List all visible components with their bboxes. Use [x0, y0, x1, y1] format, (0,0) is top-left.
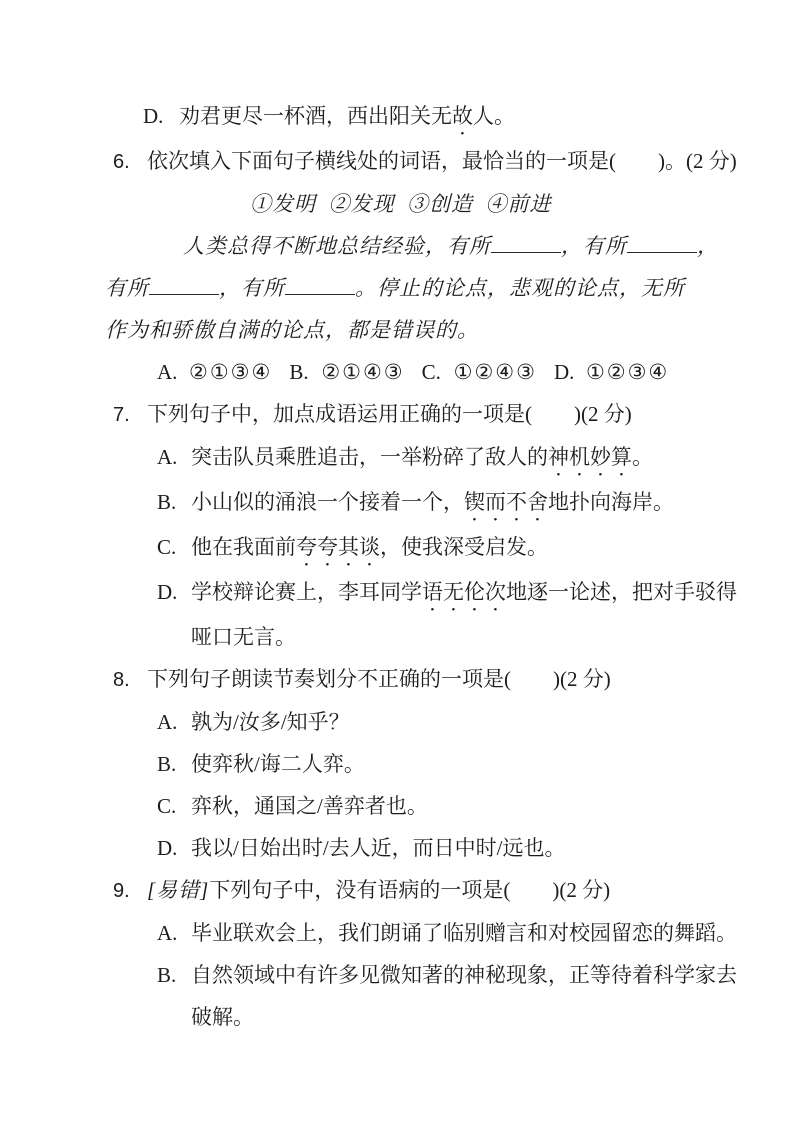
q6-option-b	[289, 351, 404, 393]
q8-stem	[0, 658, 793, 701]
q6-passage-line1	[0, 225, 793, 267]
emphasized-idiom: 神机妙算	[548, 445, 632, 469]
passage-text: 有所	[105, 276, 149, 300]
word-bank-items: ①发明 ②发现 ③创造 ④前进	[250, 192, 552, 216]
option-letter: B.	[157, 752, 177, 776]
option-letter: D.	[157, 836, 178, 860]
q6-option-c	[422, 351, 537, 393]
q5-option-d	[0, 95, 793, 140]
option-text-post: 地扑向海岸。	[548, 490, 674, 514]
question-stem-text: 下列句子中，加点成语运用正确的一项是( )(2 分)	[147, 402, 632, 426]
q6-options-row	[0, 351, 793, 393]
option-letter: A.	[157, 710, 178, 734]
emphasized-idiom: 夸夸其谈	[296, 535, 380, 559]
option-letter: C.	[157, 535, 177, 559]
q8-option-c	[0, 785, 793, 827]
q7-option-d-wrap	[0, 616, 793, 658]
q7-option-a	[0, 436, 793, 481]
question-number: 8.	[113, 669, 130, 691]
q6-passage-line2	[0, 267, 793, 309]
q6-passage-line3	[0, 309, 793, 351]
q6-stem	[0, 140, 793, 183]
q7-option-b	[0, 481, 793, 526]
option-value: ①②④③	[453, 360, 537, 384]
option-value: ②①④③	[321, 360, 405, 384]
option-text: 毕业联欢会上，我们朗诵了临别赠言和对校园留恋的舞蹈。	[191, 921, 737, 945]
option-text-pre: 突击队员乘胜追击，一举粉碎了敌人的	[191, 445, 548, 469]
question-number: 9.	[113, 880, 130, 902]
option-text-pre: 劝君更尽一杯酒，西出阳关无	[179, 104, 452, 128]
q8-option-b	[0, 743, 793, 785]
option-text-pre: 他在我面前	[191, 535, 296, 559]
error-prone-tag: [易错]	[147, 878, 210, 902]
fill-in-blank	[491, 231, 561, 253]
option-text: 自然领域中有许多见微知著的神秘现象，正等待着科学家去	[191, 963, 737, 987]
passage-text: 作为和骄傲自满的论点，都是错误的。	[105, 318, 479, 342]
option-value: ②①③④	[189, 360, 273, 384]
option-letter: C.	[421, 360, 441, 384]
q6-word-bank	[0, 183, 793, 225]
option-letter: B.	[157, 490, 177, 514]
passage-text: ，	[697, 234, 719, 258]
fill-in-blank	[149, 273, 219, 295]
option-text-post: 人。	[473, 104, 515, 128]
option-letter: B.	[289, 360, 309, 384]
option-text: 孰为/汝多/知乎？	[191, 710, 350, 734]
option-text-pre: 小山似的涌浪一个接着一个，	[191, 490, 464, 514]
emphasized-idiom: 锲而不舍	[464, 490, 548, 514]
option-letter: D.	[157, 580, 178, 604]
option-text-post: 。	[632, 445, 653, 469]
option-text-post: ，使我深受启发。	[380, 535, 548, 559]
fill-in-blank	[285, 273, 355, 295]
q9-option-b-wrap	[0, 996, 793, 1038]
question-stem-text: 下列句子中，没有语病的一项是( )(2 分)	[209, 878, 611, 902]
option-text: 弈秋，通国之/善弈者也。	[191, 794, 428, 818]
emphasized-char: 故	[452, 104, 473, 128]
question-number: 6.	[113, 151, 130, 173]
option-text: 我以/日始出时/去人近，而日中时/远也。	[191, 836, 566, 860]
emphasized-idiom: 语无伦次	[422, 580, 506, 604]
question-number: 7.	[113, 404, 130, 426]
q6-option-a	[157, 351, 272, 393]
option-text-continuation: 哑口无言。	[191, 625, 296, 649]
q9-stem	[0, 869, 793, 912]
option-letter: D.	[143, 104, 164, 128]
question-stem-text: 下列句子朗读节奏划分不正确的一项是( )(2 分)	[147, 667, 611, 691]
passage-text: ，有所	[561, 234, 627, 258]
option-letter: A.	[157, 921, 178, 945]
option-letter: A.	[157, 360, 178, 384]
option-letter: A.	[157, 445, 178, 469]
q8-option-d	[0, 827, 793, 869]
passage-text: 。停止的论点，悲观的论点，无所	[355, 276, 685, 300]
option-text-post: 地逐一论述，把对手驳得	[506, 580, 737, 604]
q9-option-b	[0, 954, 793, 996]
q9-option-a	[0, 912, 793, 954]
option-letter: D.	[553, 360, 575, 384]
option-value: ①②③④	[585, 360, 670, 384]
passage-text: ，有所	[219, 276, 285, 300]
question-stem-text: 依次填入下面句子横线处的词语，最恰当的一项是( )。(2 分)	[147, 149, 737, 173]
passage-text: 人类总得不断地总结经验，有所	[183, 234, 491, 258]
q8-option-a	[0, 701, 793, 743]
q7-option-d	[0, 571, 793, 616]
q7-stem	[0, 393, 793, 436]
option-text-pre: 学校辩论赛上，李耳同学	[191, 580, 422, 604]
fill-in-blank	[627, 231, 697, 253]
option-text-continuation: 破解。	[191, 1005, 254, 1029]
option-text: 使弈秋/诲二人弈。	[191, 752, 365, 776]
option-letter: B.	[157, 963, 177, 987]
q7-option-c	[0, 526, 793, 571]
option-letter: C.	[157, 794, 177, 818]
q6-option-d	[554, 351, 669, 393]
